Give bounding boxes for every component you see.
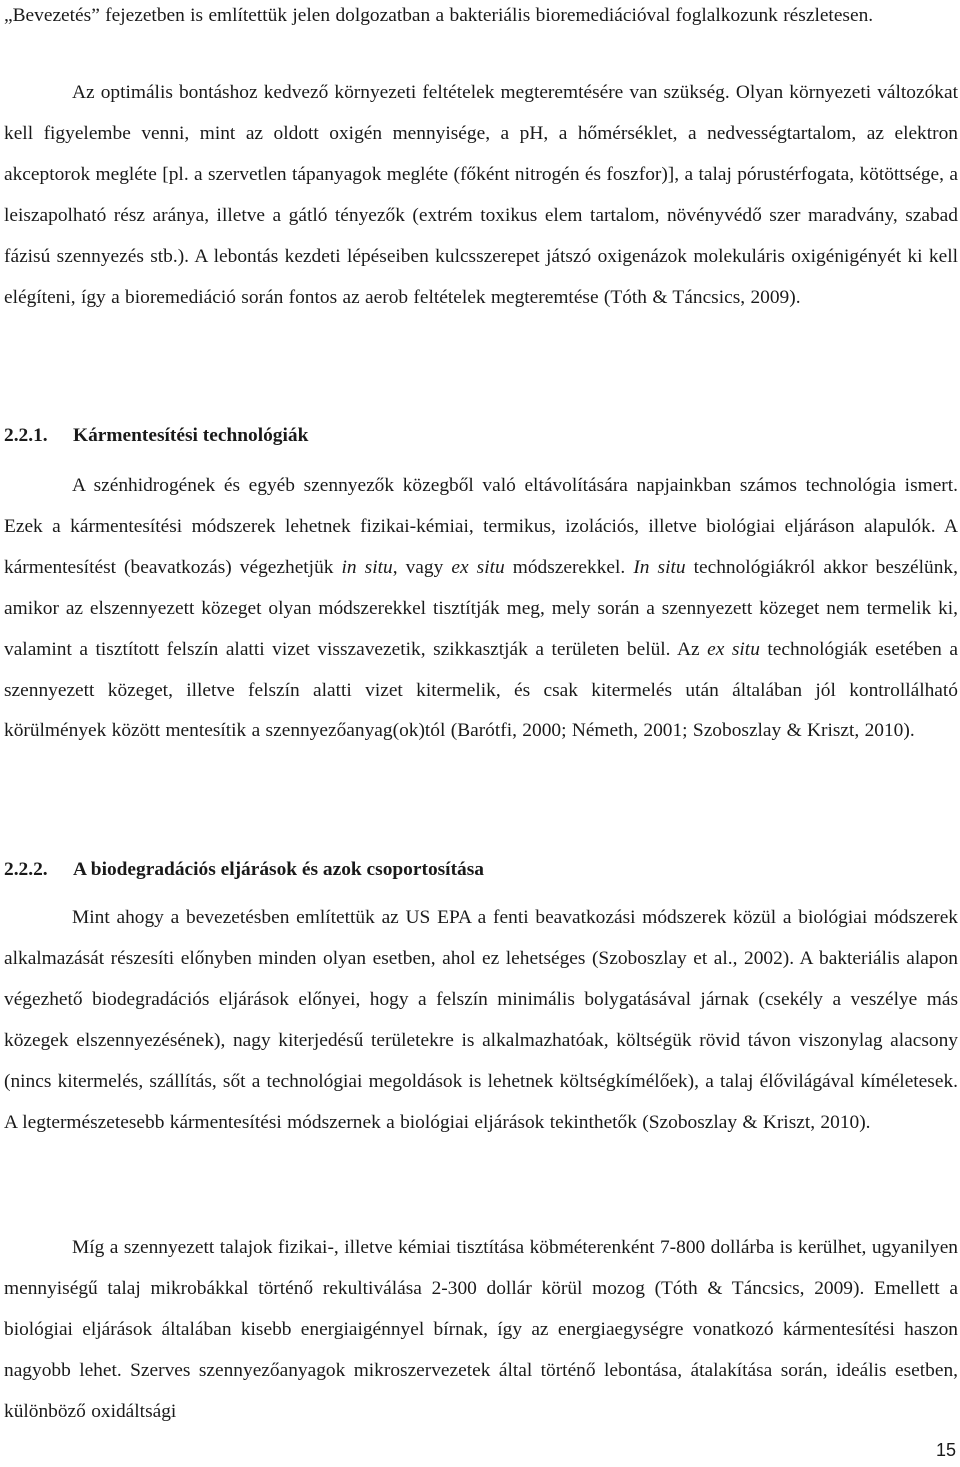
italic-term: in situ	[341, 556, 393, 578]
section-heading-2-2-1	[4, 422, 904, 450]
section-title: Kármentesítési technológiák	[73, 425, 309, 446]
paragraph-cost-comparison: Míg a szennyezett talajok fizikai-, illetve kémiai tisztítása köbméterenként 7-800 dollárba is kerülhet, ugyanilyen mennyiségű talaj mikrobákkal történő rekultiválása 2-300 dollár körül mozog (Tóth & Táncsics, 2009). Emellett a biológiai eljárások általában kisebb energiaigénnyel bírnak, így az energiaegységre vonatkozó kármentesítési haszon nagyobb lehet. Szerves szennyezőanyagok mikroszervezetek által történő lebontása, átalakítása során, ideális esetben, különböző oxidáltsági	[4, 1237, 958, 1422]
paragraph-biodegradation-advantages: Mint ahogy a bevezetésben említettük az US EPA a fenti beavatkozási módszerek közül a biológiai módszerek alkalmazását részesíti előnyben minden olyan esetben, ahol ez lehetséges (Szoboszlay et al., 2002). A bakteriális alapon végezhető biodegradációs eljárások előnyei, hogy a felszín minimális bolygatásával járnak (csekély a veszélye más közegek elszennyezésének), nagy kiterjedésű területekre is alkalmazhatóak, költségük rövid távon viszonylag alacsony (nincs kitermelés, szállítás, sőt a technológiai megoldások is lehetnek költségkímélőek), a talaj élővilágával kíméletesek. A legtermészetesebb kármentesítési módszernek a biológiai eljárások tekinthetők (Szoboszlay & Kriszt, 2010).	[4, 907, 958, 1133]
paragraph-optimal-conditions: Az optimális bontáshoz kedvező környezeti feltételek megteremtésére van szükség. Olyan környezeti változókat kell figyelembe venni, mint az oldott oxigén mennyisége, a pH, a hőmérséklet, a nedvességtartalom, az elektron akceptorok megléte [pl. a szervetlen tápanyagok megléte (főként nitrogén és foszfor)], a talaj pórustérfogata, kötöttsége, a leiszapolható rész aránya, illetve a gátló tényezők (extrém toxikus elem tartalom, növényvédő szer maradvány, szabad fázisú szennyezés stb.). A lebontás kezdeti lépéseiben kulcsszerepet játszó oxigenázok molekuláris oxigénigényét ki kell elégíteni, így a bioremediáció során fontos az aerob feltételek megteremtése (Tóth & Táncsics, 2009).	[4, 82, 958, 308]
text-run: A szénhidrogének és egyéb szennyezők közegből való eltávolítására napjainkban számos technológia ismert. Ezek a kármentesítési módszerek lehetnek fizikai-kémiai, termikus, izolációs, illetve biológiai eljáráson alapulók. A kármentesítést (beavatkozás) végezhetjük	[4, 475, 958, 578]
italic-term: In situ	[633, 556, 686, 578]
paragraph-remediation-technologies	[4, 466, 958, 752]
section-title: A biodegradációs eljárások és azok csoportosítása	[73, 859, 484, 880]
section-heading-2-2-2	[4, 856, 904, 884]
paragraph-intro-continuation: „Bevezetés” fejezetben is említettük jelen dolgozatban a bakteriális bioremediációval foglalkozunk részletesen.	[4, 5, 874, 26]
section-number: 2.2.1.	[4, 425, 48, 446]
text-run: módszerekkel.	[504, 556, 634, 578]
page-number: 15	[935, 1440, 956, 1460]
italic-term: ex situ	[451, 556, 505, 578]
text-run: , vagy	[392, 556, 452, 578]
text-run: technológiák esetében a szennyezett közeget, illetve felszín alatti vizet kitermelik, és csak kitermelés után általában jól kontrollálható körülmények között mentesítik a szennyezőanyag(ok)tól (Barótfi, 2000; Németh, 2001; Szoboszlay & Kriszt, 2010).	[4, 638, 958, 742]
italic-term: ex situ	[707, 638, 760, 660]
section-number: 2.2.2.	[4, 859, 48, 880]
text-run: technológiákról akkor beszélünk, amikor az elszennyezett közeget olyan módszerekkel tisztítják meg, mely során a szennyezett közeget nem termelik ki, valamint a tisztított felszín alatti vizet visszavezetik, szikkasztják a területen belül. Az	[4, 556, 958, 660]
